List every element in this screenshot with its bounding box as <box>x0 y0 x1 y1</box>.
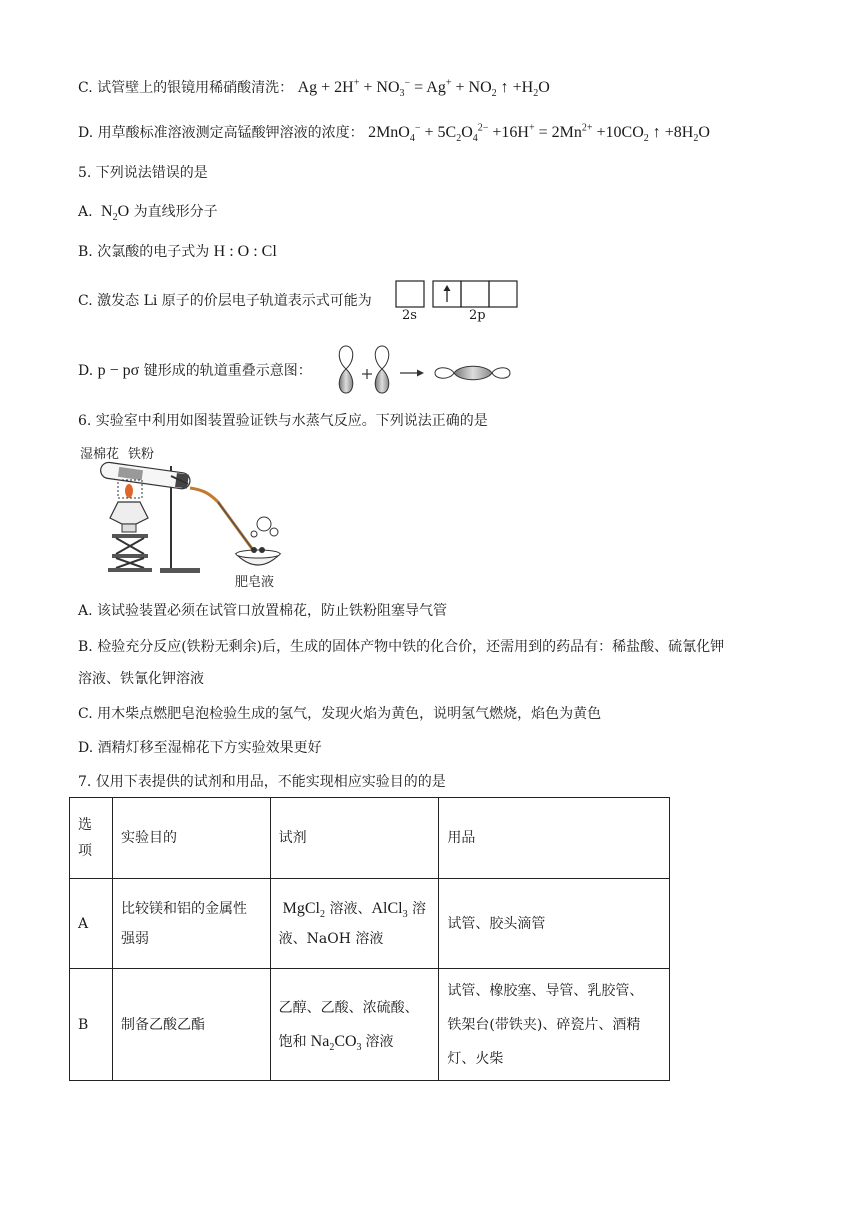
header-purpose: 实验目的 <box>112 798 270 879</box>
row-b-option: B <box>70 969 113 1081</box>
q4-option-d <box>78 123 710 143</box>
q4-option-c <box>78 78 550 98</box>
q6-option-b-line2: 溶液、铁氰化钾溶液 <box>78 671 204 687</box>
apparatus-diagram <box>78 458 298 582</box>
table-header-row <box>70 798 670 879</box>
orbital-box-2p-3 <box>489 281 517 307</box>
q6-option-a: A. 该试验装置必须在试管口放置棉花，防止铁粉阻塞导气管 <box>78 603 448 619</box>
q5-option-a-formula: $N_2O$ <box>97 203 130 224</box>
q4-option-c-equation: $Ag + 2H^+ + NO_3^- = Ag^+ + NO_2$ ↑ $+H_2O$ <box>297 77 550 100</box>
q5-option-b-formula: H : O : Cl <box>213 243 277 260</box>
label-soap-solution: 肥皂液 <box>235 575 275 590</box>
q6-option-d: D. 酒精灯移至湿棉花下方实验效果更好 <box>78 740 322 756</box>
row-a-option: A <box>70 879 113 969</box>
header-reagent: 试剂 <box>270 798 439 879</box>
q6-stem: 6. 实验室中利用如图装置验证铁与水蒸气反应。下列说法正确的是 <box>78 413 488 429</box>
row-b-reagent: 乙醇、乙酸、浓硫酸、 饱和 $Na_2CO_3$ 溶液 <box>270 969 439 1081</box>
orbital-box-2p-2 <box>461 281 489 307</box>
q5-option-a <box>78 202 218 222</box>
label-2p: 2p <box>469 308 486 323</box>
q4-option-d-equation: $2MnO_4^- + 5C_2O_4^{2-} +16H^+ = 2Mn^{2+} +10CO_2$ ↑ $+8H_2O$ <box>368 122 710 145</box>
q7-stem: 7. 仅用下表提供的试剂和用品，不能实现相应实验目的的是 <box>78 774 446 790</box>
row-a-purpose: 比较镁和铝的金属性 强弱 <box>112 879 270 969</box>
q5-option-a-prefix: A. <box>78 204 93 220</box>
q5-option-d-formula: p − pσ <box>97 362 140 379</box>
label-wet-cotton: 湿棉花 <box>80 447 120 462</box>
q4-option-c-text: C. 试管壁上的银镜用稀硝酸清洗： <box>78 80 294 96</box>
row-b-purpose: 制备乙酸乙酯 <box>112 969 270 1081</box>
q5-option-d <box>78 361 312 381</box>
q5-option-c <box>78 291 372 311</box>
header-option: 选项 <box>70 798 113 879</box>
q5-option-a-suffix: 为直线形分子 <box>133 204 218 220</box>
row-a-reagent: MgCl$_2$ 溶液、AlCl$_3$ 溶 液、NaOH 溶液 <box>270 879 439 969</box>
label-iron-powder: 铁粉 <box>128 447 155 462</box>
q6-option-c: C. 用木柴点燃肥皂泡检验生成的氢气，发现火焰为黄色，说明氢气燃烧，焰色为黄色 <box>78 706 602 722</box>
q5-option-b <box>78 242 277 262</box>
q5-option-c-text: C. 激发态 Li 原子的价层电子轨道表示式可能为 <box>78 293 372 309</box>
orbital-box-2s <box>396 281 424 307</box>
orbital-overlap-diagram <box>334 342 514 398</box>
row-b-items: 试管、橡胶塞、导管、乳胶管、 铁架台(带铁夹)、碎瓷片、酒精 灯、火柴 <box>439 969 670 1081</box>
q6-option-b-line1: B. 检验充分反应(铁粉无剩余)后，生成的固体产物中铁的化合价，还需用到的药品有：稀盐酸、硫氰化钾 <box>78 639 725 655</box>
header-items: 用品 <box>439 798 670 879</box>
q4-option-d-text: D. 用草酸标准溶液测定高锰酸钾溶液的浓度： <box>78 125 364 141</box>
q5-option-b-text: B. 次氯酸的电子式为 <box>78 244 210 260</box>
q5-option-d-text: 键形成的轨道重叠示意图： <box>143 363 312 379</box>
table-row <box>70 969 670 1081</box>
q5-option-d-prefix: D. <box>78 363 94 379</box>
q5-stem: 5. 下列说法错误的是 <box>78 165 208 181</box>
row-a-items: 试管、胶头滴管 <box>439 879 670 969</box>
label-2s: 2s <box>402 308 417 323</box>
experiment-table <box>69 797 670 1081</box>
table-row <box>70 879 670 969</box>
